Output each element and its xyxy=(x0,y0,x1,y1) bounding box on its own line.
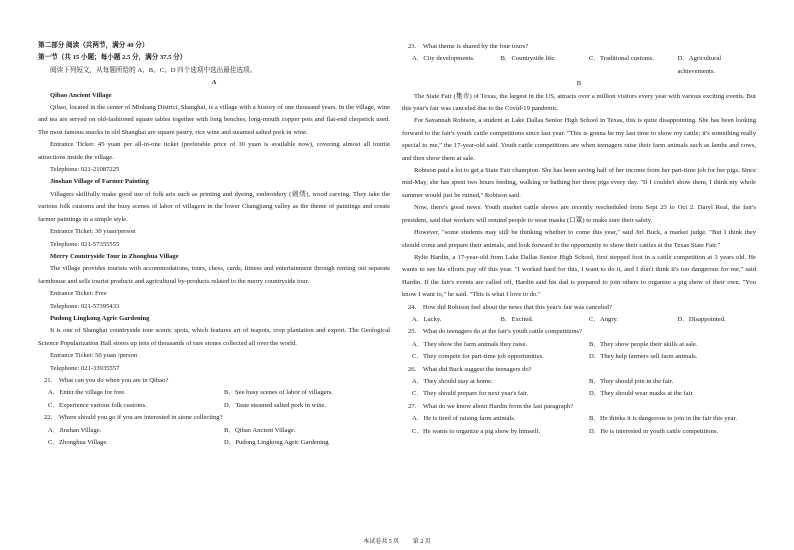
passage-b-paragraph-2: For Savannah Robison, a student at Lake Dallas Senior High School in Texas, this is quite disappointing. She has been looking forward to the fair's youth cattle competitions since last year. "This is gonna be my last time to show my cattle; it's something really special to me," the 17-year-old said. Youth cattle competitions are when teenagers raise their farm animals such as lambs and cows, and then show them at sale. xyxy=(402,117,756,162)
q22-option-b: B．Qibao Ancient Village. xyxy=(224,426,296,434)
q25-option-c: C．They compete for part-time job opportunities. xyxy=(412,353,544,361)
pudong-ticket: Entrance Ticket: 50 yuan /person xyxy=(50,352,138,360)
jinshan-phone: Telephone: 021-57355555 xyxy=(50,240,120,248)
q23-option-b: B．Countryside life. xyxy=(500,55,556,63)
q21-option-c: C．Experience various folk customs. xyxy=(48,401,147,409)
q21-option-a: A．Enter the village for free. xyxy=(48,389,126,397)
q23-option-a: A．City developments. xyxy=(412,55,475,63)
question-22-options-cd xyxy=(38,437,390,449)
pudong-phone: Telephone: 021-33935557 xyxy=(50,364,120,372)
q27-option-a: A．He is tired of raising farm animals. xyxy=(412,415,516,423)
q24-option-a: A．Lucky. xyxy=(412,315,442,323)
question-25-options-cd xyxy=(402,351,756,363)
footer-page-number: 第 2 页 xyxy=(412,539,431,545)
q22-option-a: A．Jinshan Village. xyxy=(48,426,102,434)
question-27-options-cd xyxy=(402,426,756,438)
qibao-text: Qibao, located in the center of Minhang District, Shanghai, is a village with a history of one thousand years. In the village, wine and tea are served on old-fashioned square tables together with long benches, long-mouth copper pots and flat-end chopstick used. The most famous snacks in old Shanghai are square pastry, rice wine and steamed salted pork in wine. xyxy=(38,104,390,136)
passage-b-paragraph-6: Rylie Hardin, a 17-year-old from Lake Dallas Senior High School, first stepped foot in a cattle competition at 3 years old. He wants to see his efforts pay off this year. "I worked hard for this, I want to do it, and I don't think it's too dangerous for me," said Hardin. If the fair's events are called off, Hardin said his dad is prepared to join others to organize a pig show of their own. "You know I want to," he said. "This is what I love to do." xyxy=(402,253,756,299)
question-26: 26. What did Buck suggest the teenagers do? xyxy=(408,365,532,373)
passage-b-paragraph-4: Now, there's good news. Youth market cattle shows are recently rescheduled from Sept 23 to Oct 2. Daryl Real, the fair's president, said that workers will remind people to wear masks (口罩) to make sure their safety. xyxy=(402,204,756,224)
question-26-options-ab xyxy=(402,376,756,388)
right-column xyxy=(402,41,756,438)
passage-b-paragraph-5: However, "some students may still be thinking whether to come this year," said Jirl Buck, a market judge. "But I think they should come and prepare their animals, and look forward to the opportunity to show their cattles at the Texas State Fair." xyxy=(402,229,756,249)
question-25-options-ab xyxy=(402,339,756,351)
q26-option-b: B．They should join in the fair. xyxy=(589,377,674,385)
merry-text: The village provides tourists with accommodations, tours, chess, cards, fitness and entertainment through renting out separate farmhouse and sells tourist products and agricultural by-products related to the merry countryside tour. xyxy=(38,265,390,285)
pudong-title: Pudong Lingkong Agric Gardening xyxy=(50,314,150,322)
instruction: 阅读下列短文，从每题所给的 A、B、C、D 四个选项中选出最佳选项。 xyxy=(50,66,257,74)
q25-option-d: D．They help farmers sell farm animals. xyxy=(589,353,698,361)
page-footer xyxy=(0,536,794,545)
merry-phone: Telephone: 021-57395433 xyxy=(50,302,120,310)
q24-option-d: D．Disappointed. xyxy=(677,315,726,323)
question-22-options-ab xyxy=(38,425,390,437)
question-21-options-cd xyxy=(38,400,390,412)
question-25: 25. What do teenagers do at the fair's youth cattle competitions? xyxy=(408,328,583,336)
question-27-options-ab xyxy=(402,413,756,425)
passage-b-letter: B xyxy=(576,80,582,88)
qibao-ticket: Entrance Ticket: 45 yuan per all-in-one ticket (preferable price of 30 yuan is available now), covering almost all tourist attractions inside the village. xyxy=(38,141,390,161)
question-27: 27. What do we know about Hardin from the last paragraph? xyxy=(408,402,574,410)
q23-option-d: D．Agricultural achievements. xyxy=(677,55,722,75)
footer-total-pages: 本试卷共 5 页 xyxy=(363,539,400,545)
q26-option-d: D．They should wear masks at the fair. xyxy=(589,390,694,398)
q25-option-a: A．They show the farm animals they raise. xyxy=(412,340,528,348)
passage-a-letter: A xyxy=(211,79,217,87)
question-26-options-cd xyxy=(402,388,756,400)
question-22: 22. Where should you go if you are interested in stone collecting? xyxy=(44,414,223,422)
q24-option-c: C．Angry. xyxy=(589,315,619,323)
q27-option-d: D．He is interested in youth cattle competitions. xyxy=(589,427,719,435)
part-title: 第二部分 阅读（共两节，满分 40 分） xyxy=(38,42,149,49)
pudong-text: It is one of Shanghai countryside tour scenic spots, which features art of teapots, crop plantation and export. The Geological Science Popularization Hall stores up tens of thousands of rare stones collected all over the world. xyxy=(38,327,390,347)
q27-option-b: B．He thinks it is dangerous to join in the fair this year. xyxy=(589,415,737,423)
merry-title: Merry Countryside Tour in Zhonghua Village xyxy=(50,252,179,260)
left-column xyxy=(38,40,390,449)
question-24-options xyxy=(402,314,756,326)
q21-option-d: D．Taste steamed salted pork in wine. xyxy=(224,401,327,409)
jinshan-text: Villagers skillfully make good use of folk arts such as printing and dyeing, embroidery (刺绣), wood carving. They take the various folk customs and the busy scenes of labor of villagers in the lower Changjiang valley as the theme of paintings and create farmer paintings in a simple style. xyxy=(38,190,390,223)
question-21: 21. What can you do when you are in Qibao? xyxy=(44,376,169,384)
question-24: 24. How did Robison feel about the news that this year's fair was canceled? xyxy=(408,303,612,311)
jinshan-ticket: Entrance Ticket: 30 yuan/person xyxy=(50,228,136,236)
question-21-options-ab xyxy=(38,387,390,399)
passage-b-paragraph-3: Robison paid a lot to get a State Fair champion. She has been saving half of her income from her part-time job for her pigs. Since mid-May, she has spent two hours feeding, walking or bathing her three pigs every day. "If I couldn't show them, I think my whole summer would just be ruined," Robison said. xyxy=(402,167,756,199)
question-23: 23. What theme is shared by the four tours? xyxy=(408,43,529,50)
q22-option-c: C．Zhonghua Village. xyxy=(48,439,108,446)
q25-option-b: B．They show people their skills at sale. xyxy=(589,340,698,348)
q21-option-b: B．See busy scenes of labor of villagers. xyxy=(224,389,333,397)
q26-option-a: A．They should stay at home. xyxy=(412,377,493,385)
q24-option-b: B．Excited. xyxy=(500,315,534,323)
q26-option-c: C．They should prepare for next year's fair. xyxy=(412,390,529,398)
jinshan-title: Jinshan Village of Farmer Painting xyxy=(50,178,149,186)
qibao-title: Qibao Ancient Village xyxy=(50,91,112,99)
q22-option-d: D．Pudong Lingkong Agric Gardening. xyxy=(224,439,331,446)
section-title: 第一节（共 15 小题；每小题 2.5 分，满分 37.5 分） xyxy=(38,54,187,62)
q23-option-c: C．Traditional customs. xyxy=(589,55,654,63)
qibao-phone: Telephone: 021-21087225 xyxy=(50,166,120,174)
passage-b-paragraph-1: The State Fair (集市) of Texas, the largest in the US, attracts over a million visitors every year with various exciting events. But this year's fair was canceled due to the Covid-19 pandemic. xyxy=(402,92,756,113)
question-23-options xyxy=(402,53,756,78)
q27-option-c: C．He wants to organize a pig show by himself. xyxy=(412,427,541,435)
merry-ticket: Entrance Ticket: Free xyxy=(50,290,107,298)
